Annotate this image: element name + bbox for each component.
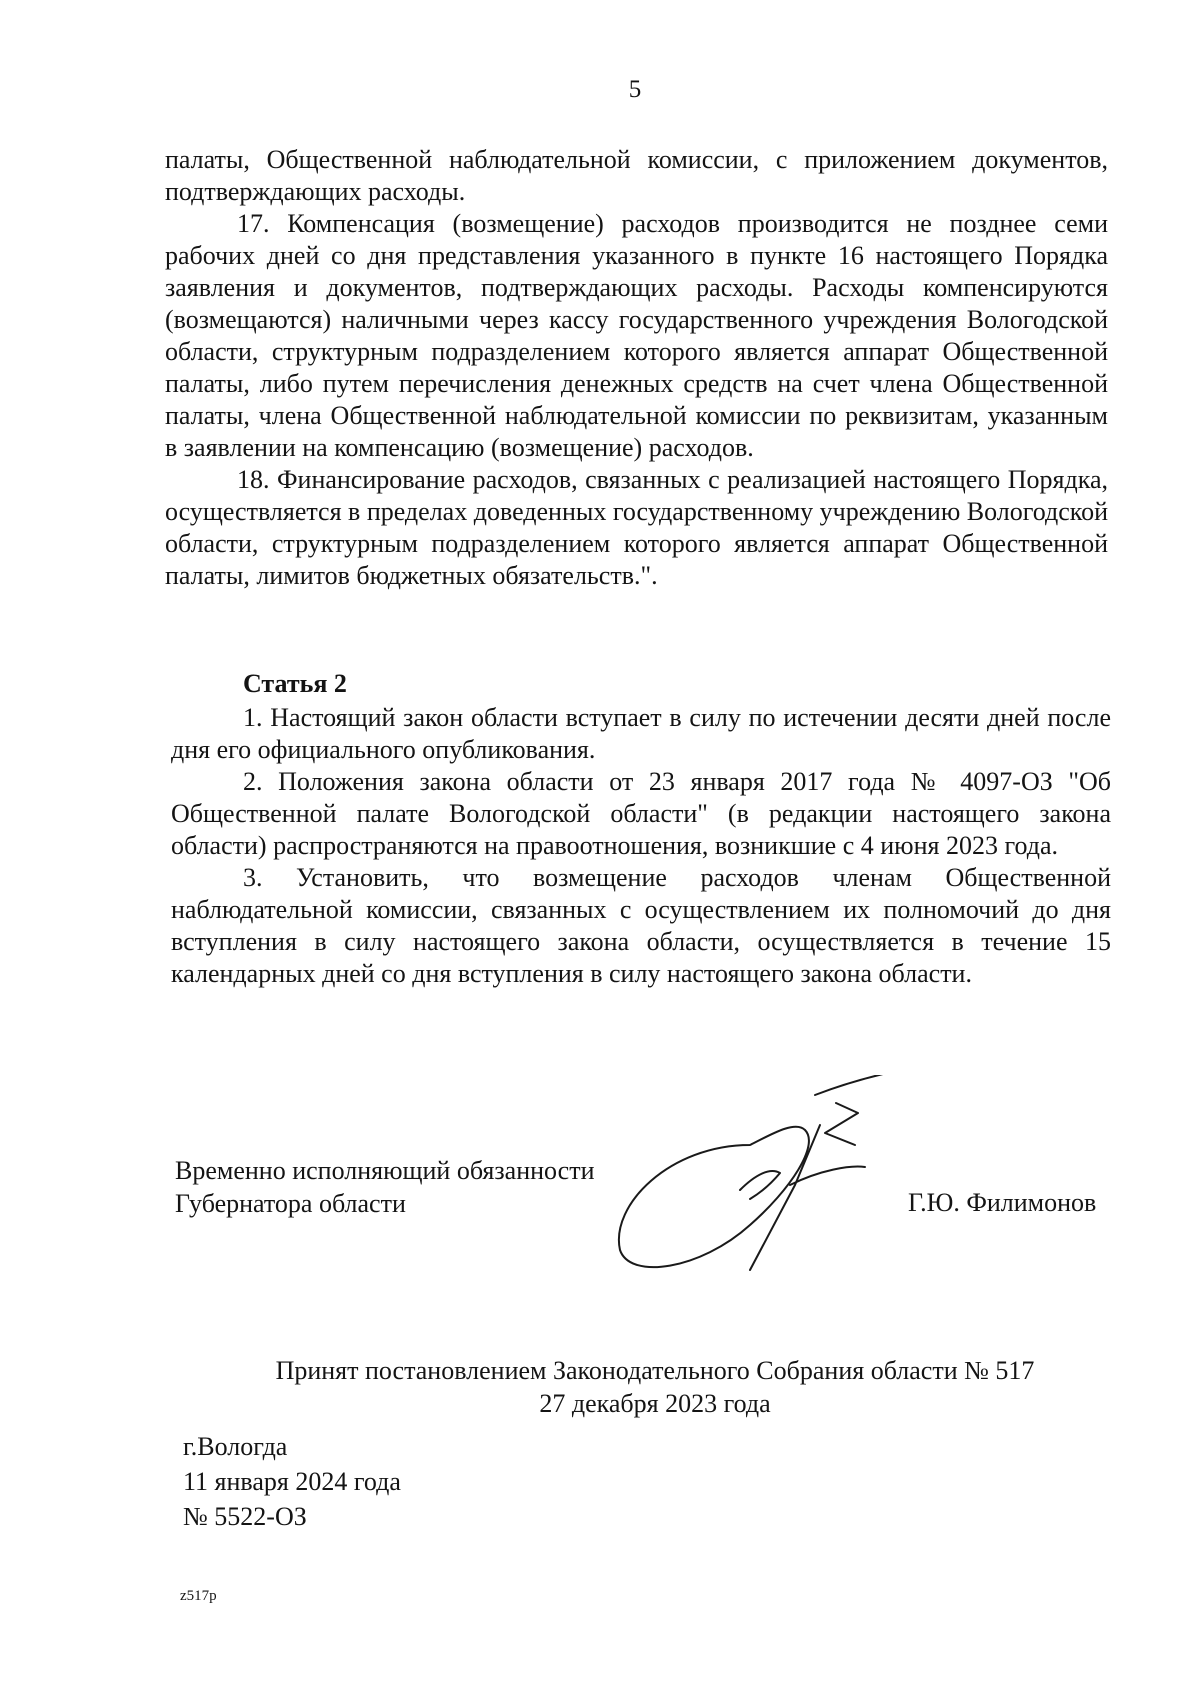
signatory-position-line1: Временно исполняющий обязанности: [175, 1156, 595, 1185]
signatory-name: Г.Ю. Филимонов: [908, 1188, 1097, 1217]
place-city: г.Вологда: [183, 1432, 288, 1461]
handwritten-signature-icon: [600, 1075, 1020, 1295]
article2-paragraph-2: 2. Положения закона области от 23 января 2017 года № 4097-ОЗ "Об Общественной палате Вологодской области" (в редакции настоящего закона области) распространяются на правоотношения, возникшие с 4 июня 2023 года.: [171, 767, 1111, 860]
article2-section: [171, 668, 1111, 990]
article2-heading: Статья 2: [243, 669, 347, 698]
article2-paragraph-3: 3. Установить, что возмещение расходов членам Общественной наблюдательной комиссии, связанных с осуществлением их полномочий до дня вступления в силу настоящего закона области, осуществляется в течение 15 календарных дней со дня вступления в силу настоящего закона области.: [171, 863, 1111, 988]
paragraph-continuation: палаты, Общественной наблюдательной комиссии, с приложением документов, подтверждающих расходы.: [165, 145, 1108, 206]
place-date: 11 января 2024 года: [183, 1467, 401, 1496]
article2-paragraph-1: 1. Настоящий закон области вступает в силу по истечении десяти дней после дня его официального опубликования.: [171, 703, 1111, 764]
adoption-note: [180, 1354, 1130, 1420]
adoption-line2: 27 декабря 2023 года: [539, 1389, 771, 1418]
place-date-number: [183, 1429, 401, 1534]
paragraph-17: 17. Компенсация (возмещение) расходов производится не позднее семи рабочих дней со дня представления указанного в пункте 16 настоящего Порядка заявления и документов, подтверждающих расходы. Расходы компенсируются (возмещаются) наличными через кассу государственного учреждения Вологодской области, структурным подразделением которого является аппарат Общественной палаты, либо путем перечисления денежных средств на счет члена Общественной палаты, члена Общественной наблюдательной комиссии по реквизитам, указанным в заявлении на компенсацию (возмещение) расходов.: [165, 209, 1108, 462]
adoption-line1: Принят постановлением Законодательного Собрания области № 517: [275, 1356, 1035, 1385]
page-number: 5: [628, 76, 642, 103]
document-code: z517p: [180, 1588, 217, 1604]
paragraph-18: 18. Финансирование расходов, связанных с реализацией настоящего Порядка, осуществляется в пределах доведенных государственному учреждению Вологодской области, структурным подразделением которого является аппарат Общественной палаты, лимитов бюджетных обязательств.".: [165, 465, 1109, 590]
signatory-position: [175, 1154, 595, 1220]
article1-continuation: [165, 144, 1108, 592]
signatory-position-line2: Губернатора области: [175, 1189, 406, 1218]
law-number: № 5522-ОЗ: [183, 1502, 307, 1531]
